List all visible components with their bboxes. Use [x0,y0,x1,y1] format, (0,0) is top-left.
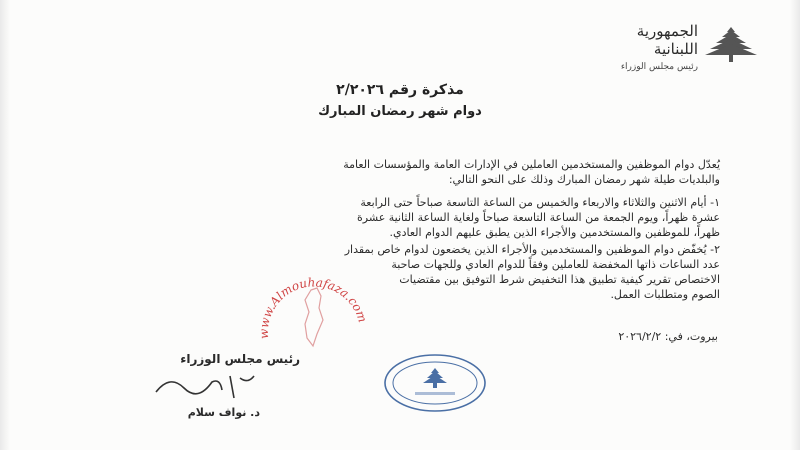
list-item-line: ظهراً، للموظفين والمستخدمين والأجراء الذين يطبق عليهم الدوام العادي. [389,226,720,239]
signatory-title: رئيس مجلس الوزراء [180,352,300,366]
page-edge-right [790,0,800,450]
list-item-line: ٢- يُخفّض دوام الموظفين والمستخدمين والأجراء الذين يخضعون لدوام خاص بمقدار [344,243,720,256]
stamp-cedar-icon [423,368,447,388]
letterhead-logo [580,20,760,80]
handwritten-signature [150,368,260,404]
document-date: بيروت، في: ٢٠٢٦/٢/٢ [618,330,718,343]
intro-line: والبلديات طيلة شهر رمضان المبارك وذلك على النحو التالي: [448,173,720,186]
letterhead-line-1: الجمهورية [636,22,698,40]
page-edge-left [0,0,10,450]
memo-subtitle: دوام شهر رمضان المبارك [318,104,482,119]
list-item-1 [150,195,720,240]
list-item-line: الاختصاص تقرير كيفية تطبيق هذا التخفيض شرط التوفيق بين مقتضيات [399,273,720,286]
list-item-2 [150,242,720,302]
letterhead-line-3: رئيس مجلس الوزراء [620,62,698,72]
cedar-icon [702,24,760,64]
list-item-line: الصوم ومتطلبات العمل. [610,288,720,301]
letterhead-text [588,22,698,74]
list-item-line: عدد الساعات ذاتها المخفضة للعاملين وفقاً للدوام العادي وللجهات صاحبة [391,258,720,271]
letterhead-line-2: اللبنانية [653,40,698,58]
official-stamp [382,352,488,414]
intro-line: يُعدّل دوام الموظفين والمستخدمين العاملين في الإدارات العامة والمؤسسات العامة [343,158,720,171]
list-item-line: عشرة ظهراً، ويوم الجمعة من الساعة التاسعة صباحاً ولغاية الساعة الثانية عشرة [357,211,720,224]
intro-paragraph [150,157,720,187]
watermark-text: www.Almouhafaza.com [256,275,370,340]
list-item-line: ١- أيام الاثنين والثلاثاء والاربعاء والخميس من الساعة التاسعة صباحاً حتى الرابعة [360,196,720,209]
memo-title: مذكرة رقم ٢/٢٠٢٦ [336,82,464,98]
signatory-name: د. نواف سلام [187,406,260,419]
